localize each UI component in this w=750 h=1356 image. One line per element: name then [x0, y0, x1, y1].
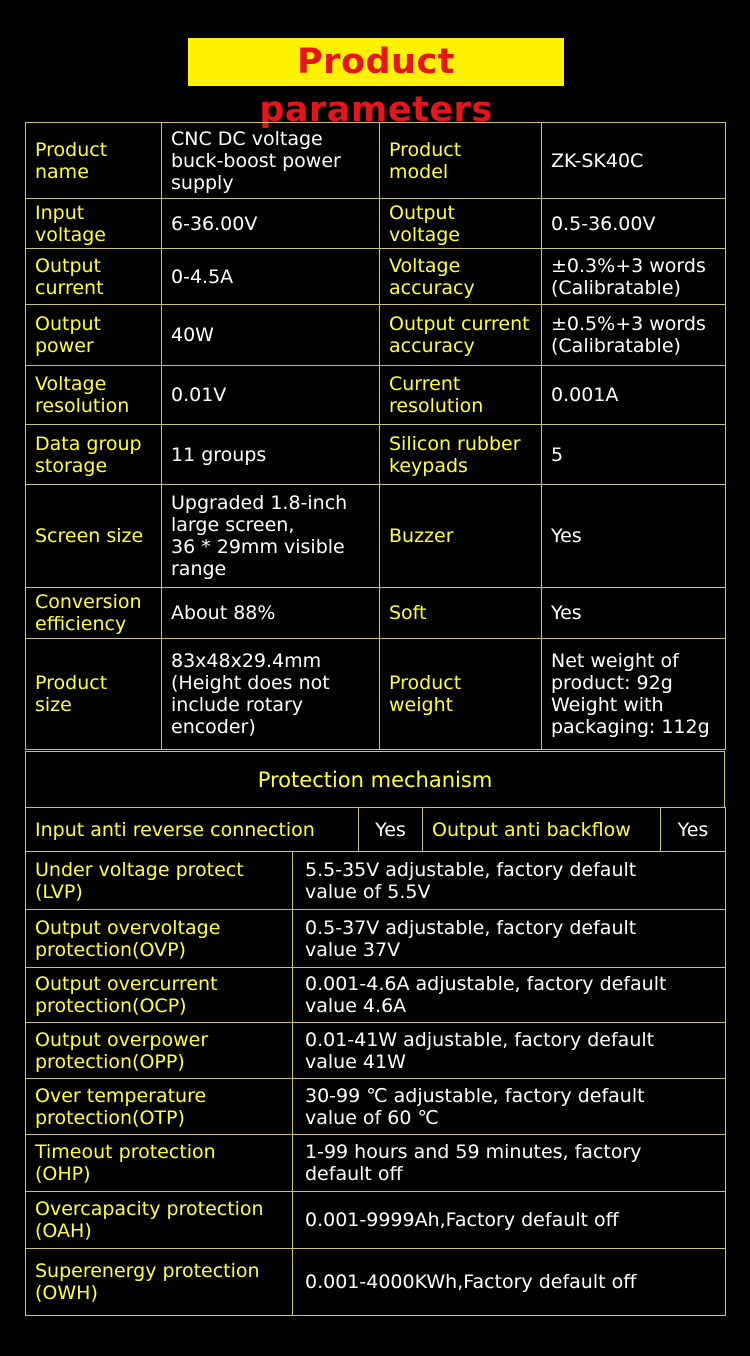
anti-value-input: Yes — [359, 808, 423, 852]
protection-row — [26, 1249, 726, 1316]
title-area — [0, 0, 750, 130]
protection-table — [25, 851, 726, 1316]
spec-value: About 88% — [162, 588, 380, 639]
protection-label: Under voltage protect (LVP) — [26, 852, 293, 910]
spec-label: Voltage resolution — [26, 366, 162, 425]
protection-label: Output overvoltage protection(OVP) — [26, 910, 293, 968]
spec-value: CNC DC voltage buck-boost power supply — [162, 123, 380, 199]
spec-row-conversion-efficiency — [26, 588, 726, 639]
spec-value: 6-36.00V — [162, 199, 380, 249]
spec-label: Data group storage — [26, 425, 162, 485]
spec-value: Upgraded 1.8-inch large screen, 36 * 29mm visible range — [162, 485, 380, 588]
anti-row — [26, 808, 726, 852]
spec-value: 11 groups — [162, 425, 380, 485]
spec-label: Output current — [26, 249, 162, 305]
protection-row — [26, 1023, 726, 1079]
protection-row — [26, 1192, 726, 1249]
protection-row — [26, 1135, 726, 1192]
protection-header-table — [25, 751, 725, 808]
protection-label: Output overpower protection(OPP) — [26, 1023, 293, 1079]
protection-label: Output overcurrent protection(OCP) — [26, 968, 293, 1023]
spec-label: Input voltage — [26, 199, 162, 249]
spec-value: Yes — [542, 485, 726, 588]
spec-value: 0.5-36.00V — [542, 199, 726, 249]
spec-label: Product size — [26, 639, 162, 750]
protection-value: 0.01-41W adjustable, factory default value 41W — [293, 1023, 726, 1079]
spec-label: Voltage accuracy — [380, 249, 542, 305]
spec-label: Screen size — [26, 485, 162, 588]
spec-value: ±0.5%+3 words (Calibratable) — [542, 305, 726, 366]
spec-label: Output power — [26, 305, 162, 366]
spec-row-output-power — [26, 305, 726, 366]
spec-table — [25, 122, 726, 750]
spec-row-product-name — [26, 123, 726, 199]
protection-row — [26, 1079, 726, 1135]
protection-label: Overcapacity protection (OAH) — [26, 1192, 293, 1249]
spec-label: Buzzer — [380, 485, 542, 588]
spec-label: Product name — [26, 123, 162, 199]
spec-value: ±0.3%+3 words (Calibratable) — [542, 249, 726, 305]
spec-label: Output voltage — [380, 199, 542, 249]
protection-header: Protection mechanism — [26, 752, 725, 808]
spec-value: 5 — [542, 425, 726, 485]
protection-value: 0.001-4000KWh,Factory default off — [293, 1249, 726, 1316]
protection-label: Over temperature protection(OTP) — [26, 1079, 293, 1135]
spec-value: 83x48x29.4mm (Height does not include rotary encoder) — [162, 639, 380, 750]
spec-label: Soft — [380, 588, 542, 639]
anti-label-output: Output anti backflow — [423, 808, 661, 852]
spec-value: Net weight of product: 92g Weight with packaging: 112g — [542, 639, 726, 750]
spec-value: 0.01V — [162, 366, 380, 425]
spec-row-output-current — [26, 249, 726, 305]
anti-value-output: Yes — [661, 808, 726, 852]
protection-value: 0.001-9999Ah,Factory default off — [293, 1192, 726, 1249]
spec-value: ZK-SK40C — [542, 123, 726, 199]
protection-row — [26, 968, 726, 1023]
spec-label: Silicon rubber keypads — [380, 425, 542, 485]
spec-row-input-voltage — [26, 199, 726, 249]
spec-label: Current resolution — [380, 366, 542, 425]
spec-value: 40W — [162, 305, 380, 366]
protection-row — [26, 852, 726, 910]
spec-row-screen-size — [26, 485, 726, 588]
protection-value: 30-99 ℃ adjustable, factory default value of 60 ℃ — [293, 1079, 726, 1135]
protection-label: Superenergy protection (OWH) — [26, 1249, 293, 1316]
spec-value: Yes — [542, 588, 726, 639]
spec-label: Product weight — [380, 639, 542, 750]
spec-value: 0.001A — [542, 366, 726, 425]
protection-value: 1-99 hours and 59 minutes, factory default off — [293, 1135, 726, 1192]
protection-label: Timeout protection (OHP) — [26, 1135, 293, 1192]
protection-value: 5.5-35V adjustable, factory default value of 5.5V — [293, 852, 726, 910]
spec-value: 0-4.5A — [162, 249, 380, 305]
anti-table — [25, 807, 726, 852]
spec-row-voltage-resolution — [26, 366, 726, 425]
protection-value: 0.001-4.6A adjustable, factory default value 4.6A — [293, 968, 726, 1023]
spec-label: Output current accuracy — [380, 305, 542, 366]
anti-label-input: Input anti reverse connection — [26, 808, 359, 852]
page-title: Product parameters — [188, 38, 564, 86]
spec-row-data-group-storage — [26, 425, 726, 485]
protection-row — [26, 910, 726, 968]
protection-value: 0.5-37V adjustable, factory default value 37V — [293, 910, 726, 968]
spec-label: Conversion efficiency — [26, 588, 162, 639]
spec-label: Product model — [380, 123, 542, 199]
spec-row-product-size — [26, 639, 726, 750]
